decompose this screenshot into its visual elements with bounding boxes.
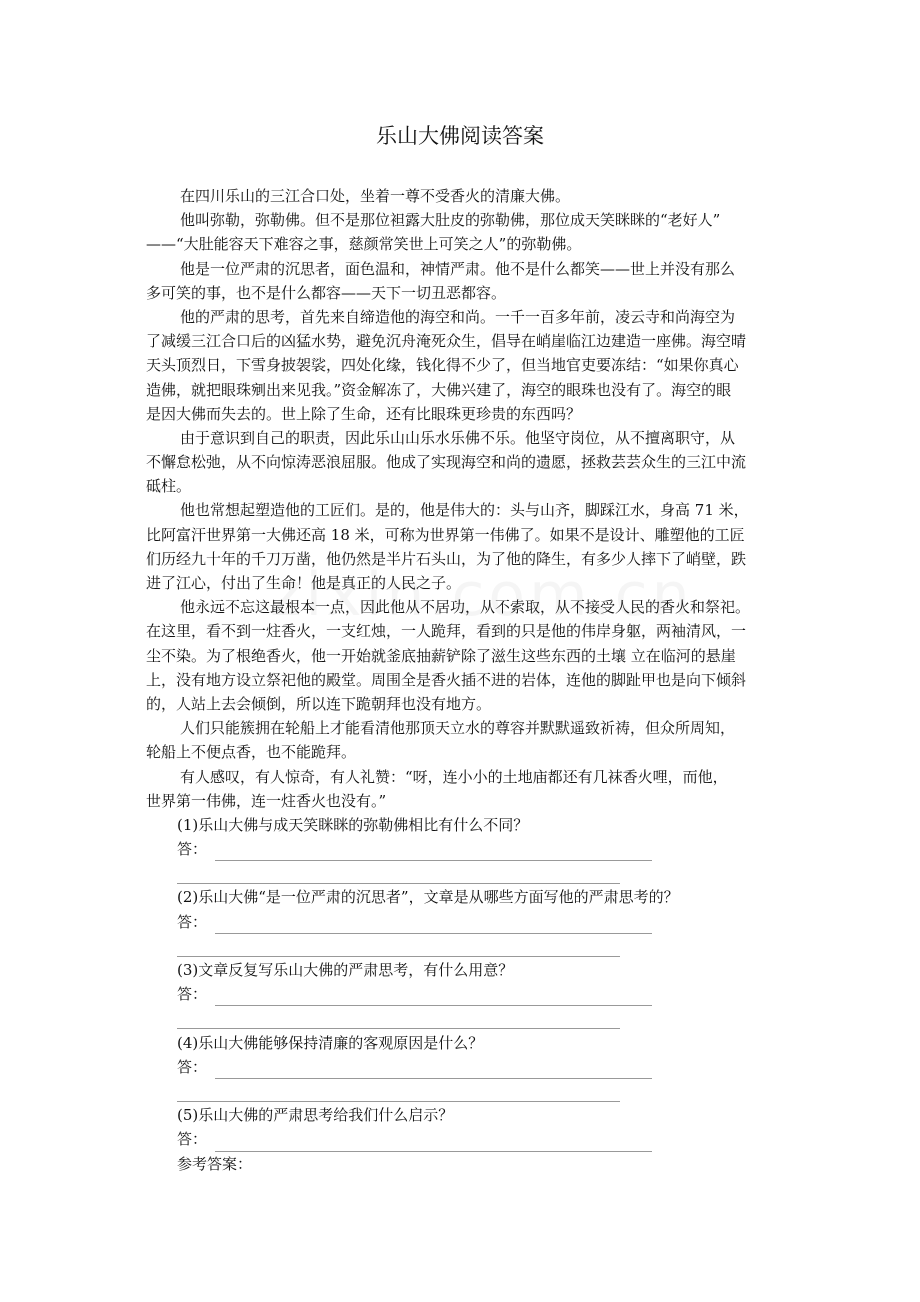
paragraph [146,208,756,256]
paragraph-line: 他的严肃的思考，首先来自缔造他的海空和尚。一千一百多年前，凌云寺和尚海空为 [180,307,736,326]
answer-blank[interactable] [177,861,620,884]
answer-label: 答： [177,985,208,1004]
answer-blank[interactable] [177,1006,620,1029]
paragraph-line: 他永远不忘这最根本一点，因此他从不居功，从不索取，从不接受人民的香火和祭祀。 [180,598,751,617]
question-text: (1)乐山大佛与成天笑眯眯的弥勒佛相比有什么不同？ [177,815,529,834]
reference-answer-label: 参考答案： [177,1154,253,1173]
question-item [146,958,756,1031]
paragraph-line: 们历经九十年的千刀万凿，他仍然是半片石头山，为了他的降生，有多少人摔下了峭壁，跌 [146,549,747,568]
paragraph-line: 轮船上不便点香，也不能跪拜。 [146,743,357,762]
paragraph-line: 由于意识到自己的职责，因此乐山山乐水乐佛不乐。他坚守岗位，从不擅离职守，从 [180,428,736,447]
paragraph [146,184,756,208]
paragraph-line: 在这里，看不到一炷香火，一支红烛，一人跪拜，看到的只是他的伟岸身躯，两袖清风，一 [146,622,747,641]
paragraph [146,498,756,595]
paragraph-line: 了减缓三江合口后的凶猛水势，避免沉舟淹死众生，倡导在峭崖临江边建造一座佛。海空晴 [146,332,747,351]
paragraph-line: 是因大佛而失去的。世上除了生命，还有比眼珠更珍贵的东西吗？ [146,404,582,423]
paragraph-line: 在四川乐山的三江合口处，坐着一尊不受香火的清廉大佛。 [180,187,571,205]
paragraph-line: ——“大肚能容天下难容之事，慈颜常笑世上可笑之人”的弥勒佛。 [146,235,582,254]
question-text: (2)乐山大佛“是一位严肃的沉思者”，文章是从哪些方面写他的严肃思考的？ [177,888,679,907]
paragraph [146,305,756,426]
paragraph-line: 不懈怠松弛，从不向惊涛恶浪屈服。他成了实现海空和尚的遗愿，拯救芸芸众生的三江中流 [146,453,747,472]
article [146,184,756,813]
question-item [146,885,756,958]
document-body [146,184,756,1176]
answer-blank[interactable] [215,1134,652,1152]
question-item [146,1031,756,1104]
question-item [146,1103,756,1151]
answer-label: 答： [177,1057,208,1076]
paragraph-line: 他也常想起塑造他的工匠们。是的，他是伟大的：头与山齐，脚踩江水，身高 71 米， [180,501,749,520]
answer-blank[interactable] [215,916,652,934]
paragraph-line: 上，没有地方设立祭祀他的殿堂。周围全是香火插不进的岩体，连他的脚趾甲也是向下倾斜 [146,670,747,689]
questions [146,813,756,1152]
paragraph-line: 世界第一伟佛，连一炷香火也没有。” [146,791,387,810]
question-text: (5)乐山大佛的严肃思考给我们什么启示？ [177,1106,454,1125]
answer-blank-line[interactable] [146,861,756,885]
paragraph-line: 尘不染。为了根绝香火，他一开始就釜底抽薪铲除了滋生这些东西的土壤 立在临河的悬崖 [146,646,736,665]
question-item [146,813,756,886]
paragraph-line: 有人感叹，有人惊奇，有人礼赞：“呀，连小小的土地庙都还有几袜香火哩，而他， [180,767,728,786]
paragraph-line: 天头顶烈日，下雪身披袈裟，四处化缘，钱化得不少了，但当地官吏要冻结：“如果你真心 [146,356,739,375]
question-text: (3)文章反复写乐山大佛的严肃思考，有什么用意？ [177,961,514,979]
question-text: (4)乐山大佛能够保持清廉的客观原因是什么？ [177,1033,484,1052]
answer-label: 答： [177,840,208,859]
answer-label: 答： [177,1130,208,1149]
paragraph-line: 进了江心，付出了生命！他是真正的人民之子。 [146,574,462,592]
answer-blank-line[interactable] [146,1079,756,1103]
paragraph [146,257,756,305]
answer-line[interactable] [146,910,756,934]
paragraph [146,716,756,764]
answer-blank[interactable] [215,1061,652,1079]
answer-blank-line[interactable] [146,934,756,958]
answer-blank[interactable] [177,1079,620,1102]
answer-line[interactable] [146,1127,756,1151]
paragraph-line: 砥柱。 [146,477,192,496]
answer-line[interactable] [146,837,756,861]
answer-blank[interactable] [215,988,652,1006]
paragraph-line: 多可笑的事，也不是什么都容——天下一切丑恶都容。 [146,283,507,302]
paragraph-line: 他是一位严肃的沉思者，面色温和，神情严肃。他不是什么都笑——世上并没有那么 [180,259,736,278]
page-title: 乐山大佛阅读答案 [376,124,544,148]
paragraph [146,426,756,499]
paragraph-line: 造佛，就把眼珠剜出来见我。”资金解冻了，大佛兴建了，海空的眼珠也没有了。海空的眼 [146,380,732,399]
paragraph-line: 比阿富汗世界第一大佛还高 18 米，可称为世界第一伟佛了。如果不是设计、雕塑他的工匠 [146,525,745,544]
paragraph [146,595,756,716]
answer-line[interactable] [146,1055,756,1079]
paragraph-line: 的，人站上去会倾倒，所以连下跪朝拜也没有地方。 [146,694,492,713]
answer-blank[interactable] [177,934,620,957]
answer-label: 答： [177,912,208,931]
answer-line[interactable] [146,982,756,1006]
paragraph [146,765,756,813]
answer-blank[interactable] [215,843,652,861]
answer-blank-line[interactable] [146,1006,756,1030]
paragraph-line: 人们只能簇拥在轮船上才能看清他那顶天立水的尊容并默默遥致祈祷，但众所周知， [180,719,736,738]
paragraph-line: 他叫弥勒，弥勒佛。但不是那位袒露大肚皮的弥勒佛，那位成天笑眯眯的“老好人” [180,211,721,230]
